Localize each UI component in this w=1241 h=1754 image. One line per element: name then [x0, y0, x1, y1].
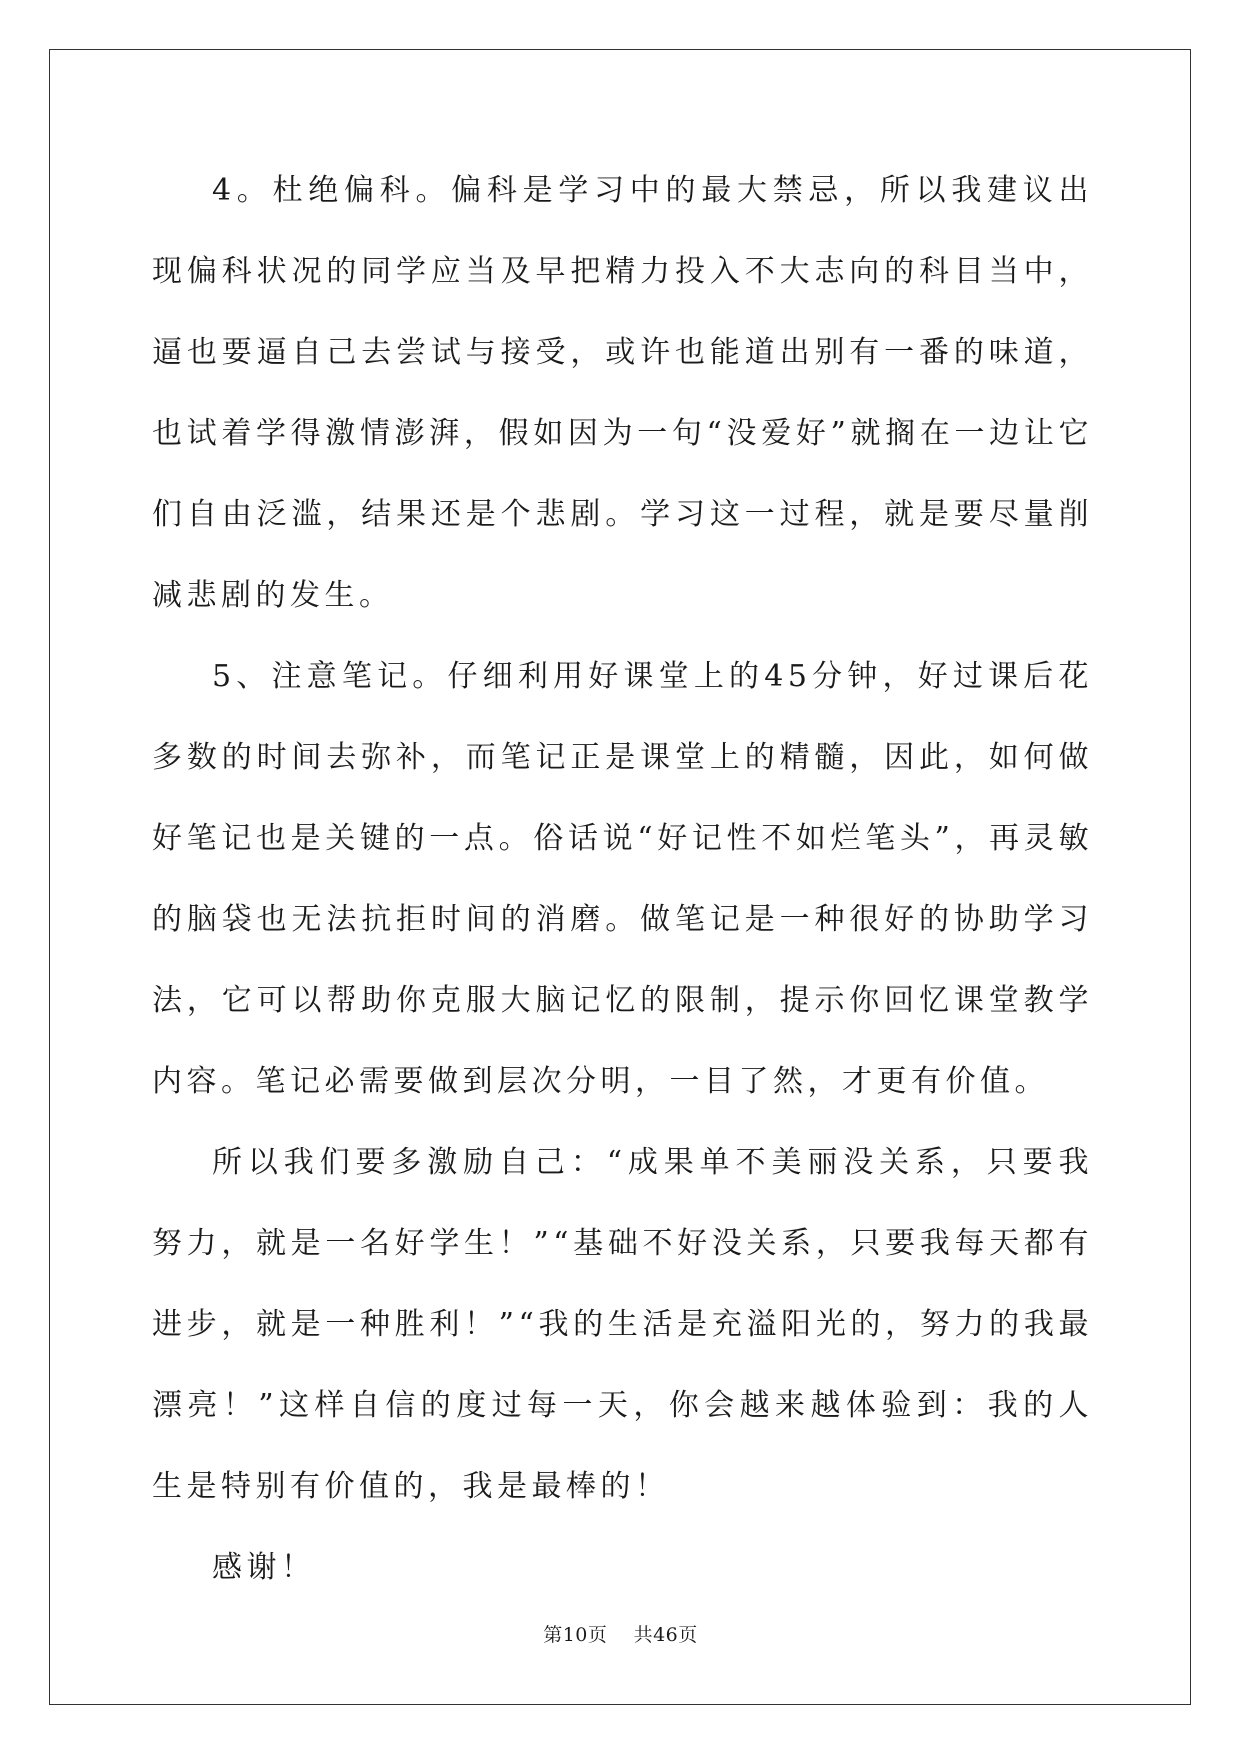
paragraph-encouragement: 所以我们要多激励自己：“成果单不美丽没关系，只要我努力，就是一名好学生！”“基础不好没关系，只要我每天都有进步，就是一种胜利！”“我的生活是充溢阳光的，努力的我最漂亮！”这样自信的度过每一天，你会越来越体验到：我的人生是特别有价值的，我是最棒的！ [152, 1145, 1093, 1504]
page-number: 第10页 [543, 1624, 608, 1646]
paragraph-thanks: 感谢！ [212, 1550, 316, 1585]
page-total: 共46页 [633, 1624, 698, 1646]
document-body [152, 150, 1093, 1608]
page-footer [0, 1620, 1241, 1647]
paragraph-notes: 5、注意笔记。仔细利用好课堂上的45分钟，好过课后花多数的时间去弥补，而笔记正是课堂上的精髓，因此，如何做好笔记也是关键的一点。俗话说“好记性不如烂笔头”，再灵敏的脑袋也无法抗拒时间的消磨。做笔记是一种很好的协助学习法，它可以帮助你克服大脑记忆的限制，提示你回忆课堂教学内容。笔记必需要做到层次分明，一目了然，才更有价值。 [152, 659, 1093, 1099]
paragraph-avoid-partiality: 4。杜绝偏科。偏科是学习中的最大禁忌，所以我建议出现偏科状况的同学应当及早把精力投入不大志向的科目当中，逼也要逼自己去尝试与接受，或许也能道出别有一番的味道，也试着学得激情澎湃，假如因为一句“没爱好”就搁在一边让它们自由泛滥，结果还是个悲剧。学习这一过程，就是要尽量削减悲剧的发生。 [152, 173, 1093, 613]
